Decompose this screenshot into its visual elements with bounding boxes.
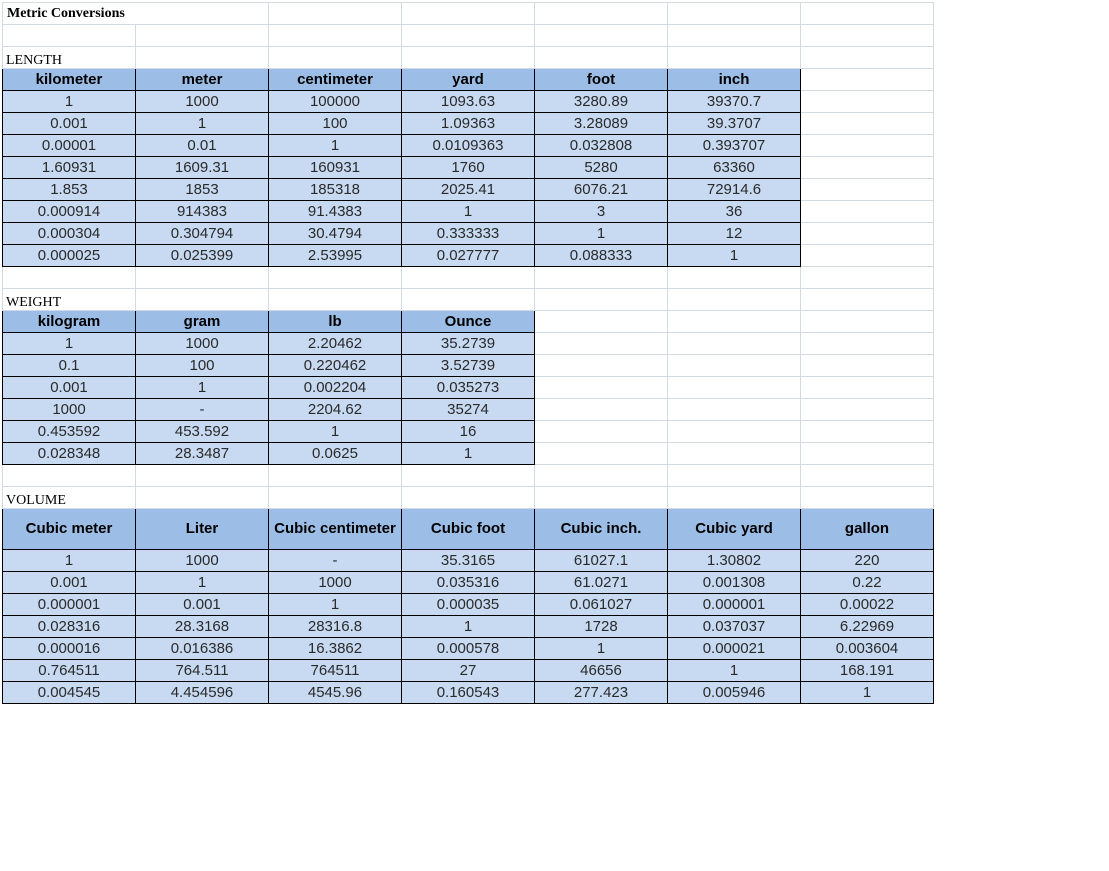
- cell[interactable]: [535, 25, 668, 47]
- volume-cell[interactable]: 0.028316: [3, 616, 136, 638]
- volume-cell[interactable]: 1000: [136, 550, 269, 572]
- volume-cell[interactable]: 4545.96: [269, 682, 402, 704]
- volume-section-label[interactable]: VOLUME: [3, 487, 136, 509]
- cell[interactable]: [801, 135, 934, 157]
- length-cell[interactable]: 2025.41: [402, 179, 535, 201]
- cell[interactable]: [668, 421, 801, 443]
- cell[interactable]: [668, 355, 801, 377]
- cell[interactable]: [535, 399, 668, 421]
- length-row: [3, 179, 934, 201]
- weight-cell[interactable]: 35.2739: [402, 333, 535, 355]
- cell[interactable]: [535, 487, 668, 509]
- sheet-title[interactable]: Metric Conversions: [3, 3, 269, 25]
- volume-cell[interactable]: 46656: [535, 660, 668, 682]
- volume-cell[interactable]: 1: [3, 550, 136, 572]
- volume-cell[interactable]: 6.22969: [801, 616, 934, 638]
- cell[interactable]: [269, 25, 402, 47]
- length-cell[interactable]: 1609.31: [136, 157, 269, 179]
- length-row: [3, 245, 934, 267]
- length-cell[interactable]: 1.09363: [402, 113, 535, 135]
- weight-label-row: [3, 289, 934, 311]
- weight-cell[interactable]: 35274: [402, 399, 535, 421]
- length-cell[interactable]: 0.00001: [3, 135, 136, 157]
- length-cell[interactable]: 914383: [136, 201, 269, 223]
- volume-cell[interactable]: 4.454596: [136, 682, 269, 704]
- cell[interactable]: [269, 3, 402, 25]
- length-cell[interactable]: 1: [668, 245, 801, 267]
- length-cell[interactable]: 0.333333: [402, 223, 535, 245]
- volume-cell[interactable]: 0.001: [3, 572, 136, 594]
- volume-cell[interactable]: 35.3165: [402, 550, 535, 572]
- length-cell[interactable]: 91.4383: [269, 201, 402, 223]
- cell[interactable]: [668, 25, 801, 47]
- volume-row: [3, 638, 934, 660]
- volume-row: [3, 682, 934, 704]
- cell[interactable]: [801, 91, 934, 113]
- cell[interactable]: [535, 377, 668, 399]
- length-section-label[interactable]: LENGTH: [3, 47, 136, 69]
- length-cell[interactable]: 36: [668, 201, 801, 223]
- length-cell[interactable]: 0.025399: [136, 245, 269, 267]
- cell[interactable]: [801, 47, 934, 69]
- length-row: [3, 135, 934, 157]
- cell[interactable]: [801, 267, 934, 289]
- volume-cell[interactable]: 0.000001: [668, 594, 801, 616]
- volume-cell[interactable]: 0.003604: [801, 638, 934, 660]
- weight-row: [3, 355, 934, 377]
- volume-cell[interactable]: 0.000578: [402, 638, 535, 660]
- weight-header-cell[interactable]: gram: [136, 311, 269, 333]
- volume-cell[interactable]: -: [269, 550, 402, 572]
- length-cell[interactable]: 63360: [668, 157, 801, 179]
- length-cell[interactable]: 1760: [402, 157, 535, 179]
- cell[interactable]: [269, 487, 402, 509]
- length-header-cell[interactable]: yard: [402, 69, 535, 91]
- volume-cell[interactable]: 0.00022: [801, 594, 934, 616]
- length-cell[interactable]: 0.000025: [3, 245, 136, 267]
- cell[interactable]: [535, 443, 668, 465]
- weight-row: [3, 421, 934, 443]
- volume-cell[interactable]: 0.001: [136, 594, 269, 616]
- cell[interactable]: [801, 443, 934, 465]
- volume-header-row: [3, 509, 934, 550]
- length-cell[interactable]: 1: [269, 135, 402, 157]
- volume-cell[interactable]: 28316.8: [269, 616, 402, 638]
- volume-header-cell[interactable]: Cubic foot: [402, 509, 535, 550]
- cell[interactable]: [402, 289, 535, 311]
- blank-row: [3, 465, 934, 487]
- cell[interactable]: [668, 465, 801, 487]
- cell[interactable]: [801, 399, 934, 421]
- volume-cell[interactable]: 0.000016: [3, 638, 136, 660]
- length-cell[interactable]: 0.088333: [535, 245, 668, 267]
- length-header-cell[interactable]: meter: [136, 69, 269, 91]
- blank-row: [3, 25, 934, 47]
- length-cell[interactable]: 0.000304: [3, 223, 136, 245]
- volume-cell[interactable]: 0.035316: [402, 572, 535, 594]
- length-cell[interactable]: 30.4794: [269, 223, 402, 245]
- weight-cell[interactable]: 0.002204: [269, 377, 402, 399]
- volume-cell[interactable]: 0.160543: [402, 682, 535, 704]
- weight-cell[interactable]: 16: [402, 421, 535, 443]
- cell[interactable]: [535, 267, 668, 289]
- weight-row: [3, 333, 934, 355]
- volume-header-cell[interactable]: Cubic meter: [3, 509, 136, 550]
- weight-cell[interactable]: 1: [136, 377, 269, 399]
- volume-cell[interactable]: 16.3862: [269, 638, 402, 660]
- cell[interactable]: [402, 267, 535, 289]
- length-cell[interactable]: 6076.21: [535, 179, 668, 201]
- weight-row: [3, 443, 934, 465]
- cell[interactable]: [801, 157, 934, 179]
- volume-cell[interactable]: 1: [668, 660, 801, 682]
- weight-cell[interactable]: -: [136, 399, 269, 421]
- cell[interactable]: [535, 421, 668, 443]
- length-cell[interactable]: 72914.6: [668, 179, 801, 201]
- length-cell[interactable]: 0.0109363: [402, 135, 535, 157]
- cell[interactable]: [402, 465, 535, 487]
- volume-cell[interactable]: 0.001308: [668, 572, 801, 594]
- cell[interactable]: [668, 47, 801, 69]
- cell[interactable]: [535, 47, 668, 69]
- weight-cell[interactable]: 0.453592: [3, 421, 136, 443]
- cell[interactable]: [402, 3, 535, 25]
- cell[interactable]: [3, 267, 136, 289]
- weight-cell[interactable]: 0.0625: [269, 443, 402, 465]
- cell[interactable]: [801, 289, 934, 311]
- volume-cell[interactable]: 0.000001: [3, 594, 136, 616]
- length-row: [3, 91, 934, 113]
- cell[interactable]: [801, 3, 934, 25]
- weight-header-cell[interactable]: Ounce: [402, 311, 535, 333]
- cell[interactable]: [668, 289, 801, 311]
- cell[interactable]: [801, 377, 934, 399]
- length-header-row: [3, 69, 934, 91]
- volume-cell[interactable]: 1728: [535, 616, 668, 638]
- length-label-row: [3, 47, 934, 69]
- volume-cell[interactable]: 1000: [269, 572, 402, 594]
- length-row: [3, 201, 934, 223]
- length-cell[interactable]: 3: [535, 201, 668, 223]
- cell[interactable]: [535, 333, 668, 355]
- volume-cell[interactable]: 1: [402, 616, 535, 638]
- length-cell[interactable]: 1: [136, 113, 269, 135]
- cell[interactable]: [801, 487, 934, 509]
- length-cell[interactable]: 5280: [535, 157, 668, 179]
- cell[interactable]: [668, 399, 801, 421]
- volume-cell[interactable]: 0.037037: [668, 616, 801, 638]
- weight-cell[interactable]: 0.028348: [3, 443, 136, 465]
- volume-cell[interactable]: 764511: [269, 660, 402, 682]
- volume-cell[interactable]: 0.000021: [668, 638, 801, 660]
- cell[interactable]: [136, 465, 269, 487]
- cell[interactable]: [402, 25, 535, 47]
- volume-row: [3, 550, 934, 572]
- weight-header-cell[interactable]: kilogram: [3, 311, 136, 333]
- volume-cell[interactable]: 1: [269, 594, 402, 616]
- length-cell[interactable]: 39.3707: [668, 113, 801, 135]
- weight-header-row: [3, 311, 934, 333]
- cell[interactable]: [402, 47, 535, 69]
- cell[interactable]: [668, 487, 801, 509]
- cell[interactable]: [269, 465, 402, 487]
- length-cell[interactable]: 0.01: [136, 135, 269, 157]
- weight-cell[interactable]: 0.035273: [402, 377, 535, 399]
- weight-cell[interactable]: 453.592: [136, 421, 269, 443]
- length-header-cell[interactable]: kilometer: [3, 69, 136, 91]
- volume-cell[interactable]: 0.061027: [535, 594, 668, 616]
- weight-cell[interactable]: 3.52739: [402, 355, 535, 377]
- weight-cell[interactable]: 1: [402, 443, 535, 465]
- volume-header-cell[interactable]: Liter: [136, 509, 269, 550]
- volume-cell[interactable]: 61.0271: [535, 572, 668, 594]
- volume-cell[interactable]: 0.004545: [3, 682, 136, 704]
- length-cell[interactable]: 0.304794: [136, 223, 269, 245]
- length-cell[interactable]: 3.28089: [535, 113, 668, 135]
- volume-cell[interactable]: 27: [402, 660, 535, 682]
- cell[interactable]: [136, 289, 269, 311]
- volume-cell[interactable]: 28.3168: [136, 616, 269, 638]
- volume-cell[interactable]: 0.764511: [3, 660, 136, 682]
- length-cell[interactable]: 1: [402, 201, 535, 223]
- volume-header-cell[interactable]: Cubic centimeter: [269, 509, 402, 550]
- cell[interactable]: [668, 377, 801, 399]
- cell[interactable]: [801, 421, 934, 443]
- volume-header-cell[interactable]: Cubic yard: [668, 509, 801, 550]
- cell[interactable]: [801, 333, 934, 355]
- length-cell[interactable]: 160931: [269, 157, 402, 179]
- length-header-cell[interactable]: centimeter: [269, 69, 402, 91]
- volume-cell[interactable]: 61027.1: [535, 550, 668, 572]
- volume-header-cell[interactable]: gallon: [801, 509, 934, 550]
- length-header-cell[interactable]: foot: [535, 69, 668, 91]
- volume-row: [3, 616, 934, 638]
- cell[interactable]: [535, 355, 668, 377]
- cell[interactable]: [801, 179, 934, 201]
- length-header-cell[interactable]: inch: [668, 69, 801, 91]
- weight-cell[interactable]: 2204.62: [269, 399, 402, 421]
- title-row: [3, 3, 934, 25]
- length-cell[interactable]: 185318: [269, 179, 402, 201]
- cell[interactable]: [668, 443, 801, 465]
- volume-cell[interactable]: 1: [535, 638, 668, 660]
- cell[interactable]: [535, 289, 668, 311]
- volume-cell[interactable]: 168.191: [801, 660, 934, 682]
- cell[interactable]: [269, 47, 402, 69]
- volume-cell[interactable]: 0.005946: [668, 682, 801, 704]
- weight-cell[interactable]: 100: [136, 355, 269, 377]
- weight-cell[interactable]: 0.1: [3, 355, 136, 377]
- length-cell[interactable]: 2.53995: [269, 245, 402, 267]
- length-cell[interactable]: 0.032808: [535, 135, 668, 157]
- cell[interactable]: [801, 25, 934, 47]
- cell[interactable]: [801, 113, 934, 135]
- cell[interactable]: [535, 465, 668, 487]
- cell[interactable]: [668, 267, 801, 289]
- cell[interactable]: [535, 311, 668, 333]
- length-cell[interactable]: 1: [3, 91, 136, 113]
- weight-cell[interactable]: 28.3487: [136, 443, 269, 465]
- cell[interactable]: [3, 465, 136, 487]
- weight-cell[interactable]: 1000: [136, 333, 269, 355]
- weight-cell[interactable]: 1000: [3, 399, 136, 421]
- volume-row: [3, 572, 934, 594]
- weight-header-cell[interactable]: lb: [269, 311, 402, 333]
- cell[interactable]: [801, 223, 934, 245]
- length-cell[interactable]: 0.393707: [668, 135, 801, 157]
- cell[interactable]: [801, 201, 934, 223]
- cell[interactable]: [801, 465, 934, 487]
- cell[interactable]: [801, 69, 934, 91]
- weight-section-label[interactable]: WEIGHT: [3, 289, 136, 311]
- weight-cell[interactable]: 0.220462: [269, 355, 402, 377]
- cell[interactable]: [269, 289, 402, 311]
- cell[interactable]: [801, 311, 934, 333]
- weight-row: [3, 399, 934, 421]
- length-cell[interactable]: 0.001: [3, 113, 136, 135]
- cell[interactable]: [668, 333, 801, 355]
- volume-cell[interactable]: 764.511: [136, 660, 269, 682]
- volume-label-row: [3, 487, 934, 509]
- volume-cell[interactable]: 0.000035: [402, 594, 535, 616]
- length-cell[interactable]: 1.60931: [3, 157, 136, 179]
- volume-cell[interactable]: 1.30802: [668, 550, 801, 572]
- length-cell[interactable]: 1000: [136, 91, 269, 113]
- cell[interactable]: [801, 245, 934, 267]
- cell[interactable]: [136, 267, 269, 289]
- cell[interactable]: [668, 311, 801, 333]
- volume-header-cell[interactable]: Cubic inch.: [535, 509, 668, 550]
- volume-cell[interactable]: 0.22: [801, 572, 934, 594]
- volume-row: [3, 660, 934, 682]
- length-cell[interactable]: 100: [269, 113, 402, 135]
- cell[interactable]: [668, 3, 801, 25]
- cell[interactable]: [269, 267, 402, 289]
- length-cell[interactable]: 1: [535, 223, 668, 245]
- volume-cell[interactable]: 220: [801, 550, 934, 572]
- cell[interactable]: [3, 25, 136, 47]
- length-cell[interactable]: 3280.89: [535, 91, 668, 113]
- length-cell[interactable]: 1.853: [3, 179, 136, 201]
- blank-row: [3, 267, 934, 289]
- length-cell[interactable]: 1093.63: [402, 91, 535, 113]
- spreadsheet-grid: [2, 2, 934, 704]
- length-cell[interactable]: 0.027777: [402, 245, 535, 267]
- cell[interactable]: [535, 3, 668, 25]
- length-cell[interactable]: 1853: [136, 179, 269, 201]
- length-row: [3, 223, 934, 245]
- volume-cell[interactable]: 277.423: [535, 682, 668, 704]
- length-cell[interactable]: 100000: [269, 91, 402, 113]
- length-row: [3, 157, 934, 179]
- cell[interactable]: [801, 355, 934, 377]
- weight-cell[interactable]: 1: [3, 333, 136, 355]
- length-cell[interactable]: 0.000914: [3, 201, 136, 223]
- length-row: [3, 113, 934, 135]
- weight-cell[interactable]: 2.20462: [269, 333, 402, 355]
- volume-row: [3, 594, 934, 616]
- length-cell[interactable]: 39370.7: [668, 91, 801, 113]
- weight-row: [3, 377, 934, 399]
- volume-cell[interactable]: 0.016386: [136, 638, 269, 660]
- weight-cell[interactable]: 1: [269, 421, 402, 443]
- cell[interactable]: [136, 47, 269, 69]
- cell[interactable]: [136, 487, 269, 509]
- length-cell[interactable]: 12: [668, 223, 801, 245]
- volume-cell[interactable]: 1: [801, 682, 934, 704]
- cell[interactable]: [136, 25, 269, 47]
- cell[interactable]: [402, 487, 535, 509]
- weight-cell[interactable]: 0.001: [3, 377, 136, 399]
- volume-cell[interactable]: 1: [136, 572, 269, 594]
